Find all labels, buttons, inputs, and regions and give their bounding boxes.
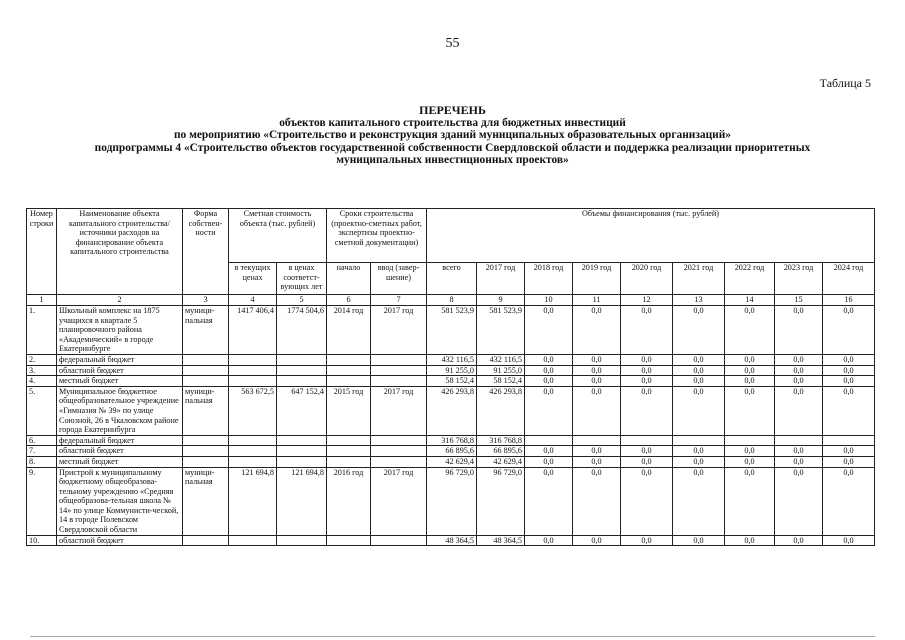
- table-label: Таблица 5: [819, 76, 871, 90]
- ownership-cell: муници-пальная: [183, 386, 229, 435]
- cost-relevant-cell: [277, 435, 327, 446]
- header-cost-relevant: в ценах соответст-вующих лет: [277, 263, 327, 295]
- year-value-cell: 0,0: [725, 446, 775, 457]
- column-number: 13: [673, 295, 725, 306]
- cost-relevant-cell: 121 694,8: [277, 467, 327, 535]
- year-value-cell: 0,0: [823, 365, 875, 376]
- total-cell: 426 293,8: [427, 386, 477, 435]
- header-financing-volumes: Объемы финансирования (тыс. рублей): [427, 209, 875, 263]
- object-name-cell: областной бюджет: [57, 365, 183, 376]
- start-year-cell: 2014 год: [327, 306, 371, 355]
- table-row: [27, 354, 875, 365]
- ownership-cell: [183, 435, 229, 446]
- row-number-cell: 7.: [27, 446, 57, 457]
- heading-line: подпрограммы 4 «Строительство объектов государственной собственности Свердловской области и поддержка реализации приоритетных: [94, 141, 811, 154]
- year-value-cell: 432 116,5: [477, 354, 525, 365]
- cost-current-cell: [229, 446, 277, 457]
- object-name-cell: областной бюджет: [57, 535, 183, 546]
- page-edge-line: [30, 636, 875, 637]
- column-number: 6: [327, 295, 371, 306]
- year-value-cell: 0,0: [621, 354, 673, 365]
- object-name-cell: областной бюджет: [57, 446, 183, 457]
- year-value-cell: [525, 435, 573, 446]
- year-value-cell: 0,0: [725, 354, 775, 365]
- year-value-cell: 0,0: [775, 467, 823, 535]
- year-value-cell: 0,0: [823, 467, 875, 535]
- year-value-cell: 0,0: [823, 376, 875, 387]
- object-name-cell: Муниципальное бюджетное общеобразовательное учреждение «Гимназия № 39» по улице Союзной, 26 в Чкаловском районе города Екатеринбурга: [57, 386, 183, 435]
- header-row-number: Номер строки: [27, 209, 57, 295]
- year-value-cell: 0,0: [621, 386, 673, 435]
- total-cell: 432 116,5: [427, 354, 477, 365]
- column-number: 8: [427, 295, 477, 306]
- year-value-cell: [775, 435, 823, 446]
- total-cell: 96 729,0: [427, 467, 477, 535]
- heading-line: объектов капитального строительства для бюджетных инвестиций: [279, 116, 626, 129]
- year-value-cell: 0,0: [573, 386, 621, 435]
- year-value-cell: 0,0: [775, 365, 823, 376]
- heading-line: муниципальных инвестиционных проектов»: [336, 154, 569, 167]
- header-total: всего: [427, 263, 477, 295]
- object-name-cell: местный бюджет: [57, 376, 183, 387]
- heading-line: по мероприятию «Строительство и реконструкция зданий муниципальных образовательных организаций»: [173, 129, 732, 142]
- total-cell: 581 523,9: [427, 306, 477, 355]
- column-number: 14: [725, 295, 775, 306]
- year-value-cell: 0,0: [673, 446, 725, 457]
- ownership-cell: [183, 365, 229, 376]
- end-year-cell: [371, 376, 427, 387]
- year-value-cell: 0,0: [775, 386, 823, 435]
- header-object-name: Наименование объекта капитального строительства/ источники расходов на финансирование объекта капитального строительства: [57, 209, 183, 295]
- year-value-cell: 0,0: [775, 376, 823, 387]
- year-value-cell: 0,0: [621, 467, 673, 535]
- year-value-cell: 0,0: [673, 467, 725, 535]
- year-value-cell: 0,0: [725, 376, 775, 387]
- column-number: 16: [823, 295, 875, 306]
- column-number: 1: [27, 295, 57, 306]
- end-year-cell: [371, 365, 427, 376]
- year-value-cell: 66 895,6: [477, 446, 525, 457]
- table-row: [27, 306, 875, 355]
- year-value-cell: 0,0: [823, 535, 875, 546]
- header-start: начало: [327, 263, 371, 295]
- start-year-cell: [327, 365, 371, 376]
- cost-relevant-cell: [277, 354, 327, 365]
- table-row: [27, 446, 875, 457]
- header-year: 2020 год: [621, 263, 673, 295]
- total-cell: 42 629,4: [427, 456, 477, 467]
- column-number: 5: [277, 295, 327, 306]
- year-value-cell: 426 293,8: [477, 386, 525, 435]
- row-number-cell: 6.: [27, 435, 57, 446]
- object-name-cell: Школьный комплекс на 1875 учащихся в квартале 5 планировочного района «Академический» в городе Екатеринбурге: [57, 306, 183, 355]
- column-number: 7: [371, 295, 427, 306]
- year-value-cell: 0,0: [621, 535, 673, 546]
- cost-current-cell: [229, 376, 277, 387]
- year-value-cell: 0,0: [775, 446, 823, 457]
- row-number-cell: 3.: [27, 365, 57, 376]
- row-number-cell: 9.: [27, 467, 57, 535]
- year-value-cell: 0,0: [525, 386, 573, 435]
- page-number: 55: [445, 36, 460, 51]
- end-year-cell: [371, 456, 427, 467]
- table-row: [27, 467, 875, 535]
- header-year: 2021 год: [673, 263, 725, 295]
- start-year-cell: [327, 376, 371, 387]
- table-row: [27, 365, 875, 376]
- year-value-cell: [573, 435, 621, 446]
- year-value-cell: 0,0: [525, 446, 573, 457]
- table-body: [27, 306, 875, 546]
- year-value-cell: 0,0: [725, 456, 775, 467]
- year-value-cell: 0,0: [823, 386, 875, 435]
- start-year-cell: 2015 год: [327, 386, 371, 435]
- total-cell: 58 152,4: [427, 376, 477, 387]
- cost-relevant-cell: [277, 365, 327, 376]
- year-value-cell: 0,0: [725, 306, 775, 355]
- start-year-cell: [327, 535, 371, 546]
- year-value-cell: 0,0: [725, 386, 775, 435]
- document-heading: [20, 104, 885, 167]
- cost-relevant-cell: 647 152,4: [277, 386, 327, 435]
- cost-current-cell: 121 694,8: [229, 467, 277, 535]
- year-value-cell: 0,0: [621, 456, 673, 467]
- year-value-cell: 581 523,9: [477, 306, 525, 355]
- start-year-cell: [327, 456, 371, 467]
- cost-relevant-cell: [277, 376, 327, 387]
- column-number: 2: [57, 295, 183, 306]
- cost-relevant-cell: 1774 504,6: [277, 306, 327, 355]
- header-ownership: Форма собствен-ности: [183, 209, 229, 295]
- end-year-cell: [371, 435, 427, 446]
- header-estimated-cost: Сметная стоимость объекта (тыс. рублей): [229, 209, 327, 263]
- object-name-cell: местный бюджет: [57, 456, 183, 467]
- cost-current-cell: [229, 354, 277, 365]
- year-value-cell: 0,0: [525, 365, 573, 376]
- ownership-cell: [183, 354, 229, 365]
- header-cost-current: в текущих ценах: [229, 263, 277, 295]
- row-number-cell: 1.: [27, 306, 57, 355]
- header-year: 2018 год: [525, 263, 573, 295]
- header-construction-terms: Сроки строительства (проектно-сметных работ, экспертизы проектно-сметной документации): [327, 209, 427, 263]
- header-year: 2022 год: [725, 263, 775, 295]
- year-value-cell: 42 629,4: [477, 456, 525, 467]
- year-value-cell: 0,0: [573, 354, 621, 365]
- end-year-cell: 2017 год: [371, 467, 427, 535]
- end-year-cell: [371, 535, 427, 546]
- row-number-cell: 10.: [27, 535, 57, 546]
- year-value-cell: 0,0: [573, 535, 621, 546]
- cost-current-cell: [229, 535, 277, 546]
- header-year: 2023 год: [775, 263, 823, 295]
- header-year: 2024 год: [823, 263, 875, 295]
- end-year-cell: 2017 год: [371, 386, 427, 435]
- ownership-cell: [183, 446, 229, 457]
- year-value-cell: 0,0: [775, 306, 823, 355]
- row-number-cell: 5.: [27, 386, 57, 435]
- table-row: [27, 376, 875, 387]
- column-number: 15: [775, 295, 823, 306]
- year-value-cell: 0,0: [573, 365, 621, 376]
- year-value-cell: [673, 435, 725, 446]
- header-year: 2017 год: [477, 263, 525, 295]
- header-end: ввод (завер-шение): [371, 263, 427, 295]
- table-row: [27, 535, 875, 546]
- year-value-cell: 0,0: [525, 306, 573, 355]
- year-value-cell: 91 255,0: [477, 365, 525, 376]
- year-value-cell: 58 152,4: [477, 376, 525, 387]
- ownership-cell: [183, 535, 229, 546]
- end-year-cell: [371, 354, 427, 365]
- cost-relevant-cell: [277, 446, 327, 457]
- year-value-cell: 0,0: [673, 365, 725, 376]
- ownership-cell: муници-пальная: [183, 306, 229, 355]
- cost-current-cell: 1417 406,4: [229, 306, 277, 355]
- year-value-cell: 0,0: [673, 386, 725, 435]
- object-name-cell: Пристрой к муниципальному бюджетному общеобразова-тельному учреждению «Средняя общеобразова-тельная школа № 14» по улице Коммунисти-ческой, 14 в городе Полевском Свердловской области: [57, 467, 183, 535]
- column-number: 3: [183, 295, 229, 306]
- cost-relevant-cell: [277, 535, 327, 546]
- year-value-cell: 0,0: [673, 376, 725, 387]
- year-value-cell: 0,0: [725, 365, 775, 376]
- total-cell: 66 895,6: [427, 446, 477, 457]
- year-value-cell: 0,0: [775, 354, 823, 365]
- year-value-cell: 0,0: [573, 456, 621, 467]
- year-value-cell: 0,0: [525, 354, 573, 365]
- cost-current-cell: [229, 365, 277, 376]
- table-row: [27, 386, 875, 435]
- start-year-cell: 2016 год: [327, 467, 371, 535]
- total-cell: 316 768,8: [427, 435, 477, 446]
- cost-current-cell: [229, 456, 277, 467]
- year-value-cell: 48 364,5: [477, 535, 525, 546]
- column-number: 10: [525, 295, 573, 306]
- investment-table: [26, 208, 875, 546]
- year-value-cell: 0,0: [525, 376, 573, 387]
- row-number-cell: 4.: [27, 376, 57, 387]
- year-value-cell: 0,0: [621, 306, 673, 355]
- table-row: [27, 435, 875, 446]
- year-value-cell: 0,0: [673, 535, 725, 546]
- ownership-cell: муници-пальная: [183, 467, 229, 535]
- total-cell: 91 255,0: [427, 365, 477, 376]
- year-value-cell: 0,0: [525, 535, 573, 546]
- column-number: 9: [477, 295, 525, 306]
- total-cell: 48 364,5: [427, 535, 477, 546]
- year-value-cell: 0,0: [823, 446, 875, 457]
- cost-current-cell: 563 672,5: [229, 386, 277, 435]
- year-value-cell: 0,0: [525, 467, 573, 535]
- year-value-cell: 0,0: [621, 365, 673, 376]
- year-value-cell: [823, 435, 875, 446]
- row-number-cell: 2.: [27, 354, 57, 365]
- year-value-cell: 0,0: [725, 467, 775, 535]
- header-year: 2019 год: [573, 263, 621, 295]
- year-value-cell: 0,0: [725, 535, 775, 546]
- year-value-cell: 0,0: [573, 376, 621, 387]
- column-number: 11: [573, 295, 621, 306]
- year-value-cell: 0,0: [823, 354, 875, 365]
- year-value-cell: 0,0: [775, 456, 823, 467]
- start-year-cell: [327, 446, 371, 457]
- end-year-cell: 2017 год: [371, 306, 427, 355]
- year-value-cell: 0,0: [573, 467, 621, 535]
- year-value-cell: 96 729,0: [477, 467, 525, 535]
- row-number-cell: 8.: [27, 456, 57, 467]
- column-number-row: [27, 295, 875, 306]
- year-value-cell: 0,0: [573, 306, 621, 355]
- year-value-cell: 0,0: [621, 376, 673, 387]
- start-year-cell: [327, 435, 371, 446]
- year-value-cell: 0,0: [823, 306, 875, 355]
- ownership-cell: [183, 376, 229, 387]
- ownership-cell: [183, 456, 229, 467]
- year-value-cell: 0,0: [621, 446, 673, 457]
- column-number: 12: [621, 295, 673, 306]
- cost-relevant-cell: [277, 456, 327, 467]
- year-value-cell: [621, 435, 673, 446]
- heading-title: ПЕРЕЧЕНЬ: [419, 103, 486, 117]
- year-value-cell: 0,0: [673, 306, 725, 355]
- column-number: 4: [229, 295, 277, 306]
- year-value-cell: 0,0: [525, 456, 573, 467]
- object-name-cell: федеральный бюджет: [57, 354, 183, 365]
- end-year-cell: [371, 446, 427, 457]
- object-name-cell: федеральный бюджет: [57, 435, 183, 446]
- cost-current-cell: [229, 435, 277, 446]
- year-value-cell: 0,0: [573, 446, 621, 457]
- start-year-cell: [327, 354, 371, 365]
- year-value-cell: 0,0: [673, 456, 725, 467]
- table-row: [27, 456, 875, 467]
- year-value-cell: 0,0: [823, 456, 875, 467]
- year-value-cell: 0,0: [775, 535, 823, 546]
- year-value-cell: 0,0: [673, 354, 725, 365]
- year-value-cell: [725, 435, 775, 446]
- year-value-cell: 316 768,8: [477, 435, 525, 446]
